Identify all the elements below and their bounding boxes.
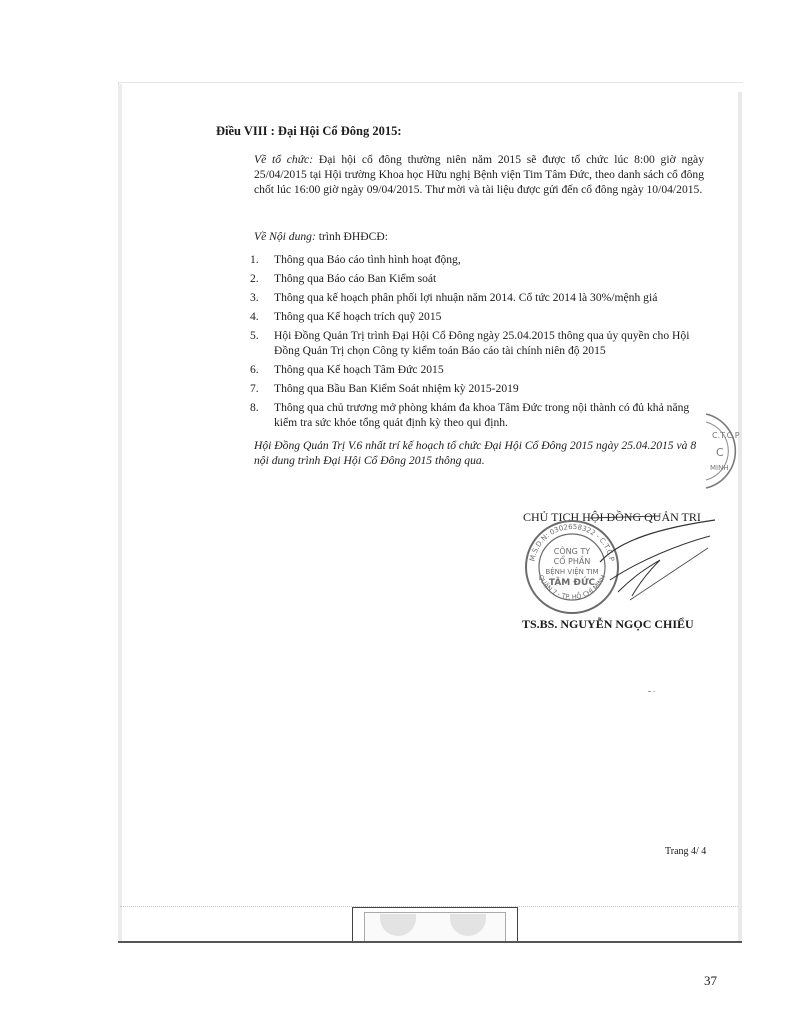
signatory-name: TS.BS. NGUYỄN NGỌC CHIỂU [522,617,694,631]
list-item-number: 8. [250,401,259,414]
content-label: Về Nội dung: [254,230,316,243]
list-item-number: 5. [250,329,259,342]
scan-speck [648,690,656,693]
content-heading [254,229,388,244]
list-item [250,400,710,430]
organization-text: Đại hội cổ đông thường niên năm 2015 sẽ được tổ chức lúc 8:00 giờ ngày 25/04/2015 tại Hội trường Khoa học Hữu nghị Bệnh viện Tim Tâm Đức, theo danh sách cổ đông chốt lúc 16:00 giờ ngày 09/04/2015. Thư mời và tài liệu được gửi đến cổ đông ngày 10/04/2015. [254,153,704,196]
page-indicator: Trang 4/ 4 [665,846,707,857]
list-item-text: Hội Đồng Quản Trị trình Đại Hội Cổ Đông ngày 25.04.2015 thông qua ủy quyền cho Hội Đồng Quản Trị chọn Công ty kiểm toán Báo cáo tài chính niên độ 2015 [274,329,690,357]
list-item [250,362,710,377]
list-item [250,271,710,286]
page-edge-shadow [738,92,742,942]
content-text: trình ĐHĐCĐ: [315,230,388,243]
list-item-number: 1. [250,253,259,266]
seal-line-1: CÔNG TY [553,547,591,556]
seal-ring-bottom-text: QUẬN 7 - TP. HỒ CHÍ MINH [536,573,608,602]
svg-text:C.T.C.P: C.T.C.P [712,431,740,440]
seal-line-3: BỆNH VIỆN TIM [545,568,599,576]
page-number: 37 [704,973,717,988]
list-item-text: Thông qua Kế hoạch Tâm Đức 2015 [274,363,444,376]
section-heading: Điều VIII : Đại Hội Cổ Đông 2015: [216,124,402,138]
page-bottom-rule [118,941,742,943]
list-item [250,309,710,324]
agenda-list [250,252,710,434]
signature-title: CHỦ TỊCH HỘI ĐỒNG QUẢN TRỊ [523,510,701,524]
partial-seal-stamp [666,408,740,494]
list-item-text: Thông qua Kế hoạch trích quỹ 2015 [274,310,442,323]
list-item [250,381,710,396]
list-item-number: 7. [250,382,259,395]
svg-text:C: C [716,446,724,459]
list-item-text: Thông qua chủ trương mở phòng khám đa khoa Tâm Đức trong nội thành có đủ khả năng kiểm tra sức khỏe tổng quát định kỳ theo qui định. [274,401,690,429]
seal-line-2: CỔ PHẦN [553,557,591,566]
handwritten-signature [540,500,720,610]
list-item-number: 6. [250,363,259,376]
organization-label: Về tổ chức: [254,153,314,166]
list-item [250,290,710,305]
seal-ring-top-text: M.S.D.N: 0302658322 - C.T.C.P [528,522,616,563]
organization-paragraph [254,152,704,197]
list-item-text: Thông qua Báo cáo tình hình hoạt động, [274,253,461,266]
list-item [250,328,710,358]
list-item-number: 2. [250,272,259,285]
list-item-number: 3. [250,291,259,304]
svg-text:MINH: MINH [710,464,729,472]
seal-line-4: TÂM ĐỨC [548,578,596,588]
list-item [250,252,710,267]
list-item-number: 4. [250,310,259,323]
closing-resolution: Hội Đồng Quản Trị V.6 nhất trí kế hoạch tổ chức Đại Hội Cổ Đông 2015 ngày 25.04.2015 và 8 nội dung trình Đại Hội Cổ Đông 2015 thông qua. [254,439,697,467]
list-item-text: Thông qua Báo cáo Ban Kiểm soát [274,272,437,285]
list-item-text: Thông qua kế hoạch phân phối lợi nhuận năm 2014. Cổ tức 2014 là 30%/mệnh giá [274,291,658,304]
list-item-text: Thông qua Bầu Ban Kiểm Soát nhiệm kỳ 2015-2019 [274,382,519,395]
page-fold-shadow [118,84,122,942]
